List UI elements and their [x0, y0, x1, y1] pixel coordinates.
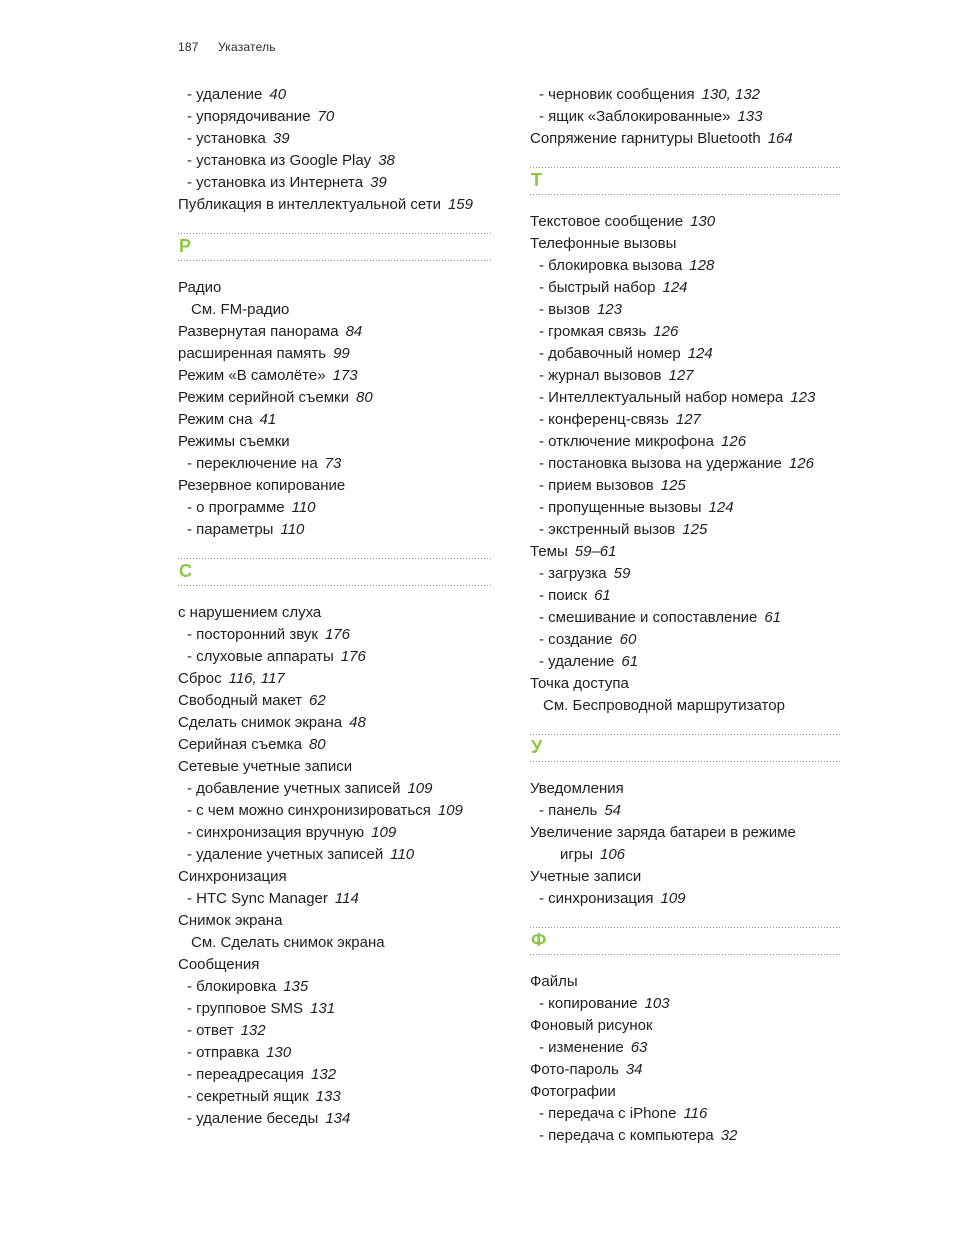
- entry-text: - ящик «Заблокированные»: [539, 108, 731, 125]
- index-entry: [530, 255, 842, 277]
- index-entry: [178, 172, 492, 194]
- index-entry: [178, 365, 492, 387]
- section-letter: У: [531, 737, 543, 757]
- index-entry: [530, 971, 842, 993]
- entry-page-number: 176: [340, 648, 366, 665]
- entry-text: Сделать снимок экрана: [178, 714, 343, 731]
- entry-text: - передача с компьютера: [539, 1127, 714, 1144]
- entry-page-number: 48: [349, 714, 366, 731]
- index-entry: [530, 1125, 842, 1147]
- index-entry: [530, 800, 842, 822]
- index-entry: [178, 299, 492, 321]
- entry-text: Сброс: [178, 670, 222, 687]
- index-entry: [178, 910, 492, 932]
- entry-text: Учетные записи: [530, 868, 642, 885]
- entry-text: игры: [560, 846, 593, 863]
- entry-text: - прием вызовов: [539, 477, 654, 494]
- index-entry: [178, 128, 492, 150]
- index-column-2: [530, 84, 842, 1147]
- dotted-rule: [178, 260, 492, 261]
- index-entry: [530, 563, 842, 585]
- index-entry: [178, 778, 492, 800]
- index-entry: [178, 387, 492, 409]
- entry-text: - удаление: [539, 653, 615, 670]
- index-entry: [530, 993, 842, 1015]
- section-header: [178, 558, 492, 586]
- index-entry: [178, 343, 492, 365]
- entry-text: - упорядочивание: [187, 108, 311, 125]
- entry-text: - посторонний звук: [187, 626, 318, 643]
- entry-page-number: 110: [291, 499, 316, 516]
- index-entry: [530, 844, 842, 866]
- index-entry: [530, 365, 842, 387]
- index-entry: [178, 475, 492, 497]
- index-entry: [178, 888, 492, 910]
- entry-text: - установка: [187, 130, 266, 147]
- entry-page-number: 132: [240, 1022, 266, 1039]
- index-entry: [530, 585, 842, 607]
- entry-text: Публикация в интеллектуальной сети: [178, 196, 441, 213]
- index-entry: [178, 497, 492, 519]
- entry-text: - HTC Sync Manager: [187, 890, 328, 907]
- index-entry: [530, 106, 842, 128]
- entry-text: - передача с iPhone: [539, 1105, 677, 1122]
- entry-text: - блокировка: [187, 978, 277, 995]
- page-number: 187: [178, 40, 199, 54]
- entry-page-number: 126: [653, 323, 679, 340]
- entry-page-number: 127: [675, 411, 701, 428]
- index-entry: [530, 1103, 842, 1125]
- entry-text: Фоновый рисунок: [530, 1017, 653, 1034]
- entry-text: - экстренный вызов: [539, 521, 676, 538]
- entry-page-number: 128: [689, 257, 715, 274]
- section-letter: Т: [531, 170, 542, 190]
- index-entry: [530, 1059, 842, 1081]
- entry-page-number: 40: [269, 86, 287, 103]
- entry-text: Режимы съемки: [178, 433, 290, 450]
- index-entry: [178, 1042, 492, 1064]
- index-entry: [530, 866, 842, 888]
- entry-page-number: 60: [619, 631, 637, 648]
- entry-page-number: 61: [621, 653, 639, 670]
- entry-text: - слуховые аппараты: [187, 648, 334, 665]
- index-entry: [530, 431, 842, 453]
- entry-page-number: 116: [683, 1105, 708, 1122]
- entry-text: Уведомления: [530, 780, 624, 797]
- entry-page-number: 124: [687, 345, 713, 362]
- entry-page-number: 123: [596, 301, 622, 318]
- entry-text: Серийная съемка: [178, 736, 302, 753]
- entry-page-number: 106: [599, 846, 626, 863]
- entry-text: Телефонные вызовы: [530, 235, 677, 252]
- index-entry: [530, 343, 842, 365]
- entry-page-number: 126: [721, 433, 747, 450]
- entry-text: Файлы: [530, 973, 578, 990]
- entry-page-number: 176: [324, 626, 350, 643]
- entry-text: - черновик сообщения: [539, 86, 695, 103]
- entry-page-number: 39: [370, 174, 387, 191]
- entry-text: - о программе: [187, 499, 285, 516]
- index-entry: [530, 541, 842, 563]
- entry-page-number: 134: [325, 1110, 351, 1127]
- entry-text: - синхронизация: [539, 890, 654, 907]
- index-entry: [178, 321, 492, 343]
- entry-text: с нарушением слуха: [178, 604, 322, 621]
- entry-text: Текстовое сообщение: [530, 213, 684, 230]
- entry-page-number: 123: [790, 389, 816, 406]
- section-letter: Р: [179, 236, 192, 256]
- entry-page-number: 133: [737, 108, 763, 125]
- entry-page-number: 38: [378, 152, 395, 169]
- entry-page-number: 173: [332, 367, 358, 384]
- index-column-1: [178, 84, 492, 1147]
- page-title: Указатель: [218, 40, 276, 54]
- entry-text: - отключение микрофона: [539, 433, 715, 450]
- index-entry: [178, 976, 492, 998]
- entry-text: - групповое SMS: [187, 1000, 304, 1017]
- index-entry: [530, 651, 842, 673]
- index-entry: [178, 712, 492, 734]
- entry-page-number: 59–61: [574, 543, 617, 560]
- index-entry: [530, 211, 842, 233]
- entry-page-number: 130, 132: [701, 86, 761, 103]
- index-entry: [178, 932, 492, 954]
- entry-page-number: 61: [594, 587, 611, 604]
- entry-text: См. Сделать снимок экрана: [191, 934, 385, 951]
- index-entry: [530, 822, 842, 844]
- index-entry: [178, 690, 492, 712]
- entry-text: - поиск: [539, 587, 588, 604]
- entry-text: - добавление учетных записей: [187, 780, 401, 797]
- entry-text: Режим «В самолёте»: [178, 367, 326, 384]
- index-columns: [178, 84, 842, 1147]
- index-entry: [178, 84, 492, 106]
- entry-text: Сопряжение гарнитуры Bluetooth: [530, 130, 761, 147]
- dotted-rule: [530, 954, 842, 955]
- index-entry: [530, 321, 842, 343]
- index-entry: [530, 607, 842, 629]
- entry-text: - с чем можно синхронизироваться: [187, 802, 431, 819]
- entry-page-number: 131: [310, 1000, 336, 1017]
- entry-page-number: 116, 117: [228, 670, 285, 687]
- entry-text: - установка из Google Play: [187, 152, 372, 169]
- entry-text: Темы: [530, 543, 568, 560]
- entry-text: Синхронизация: [178, 868, 287, 885]
- entry-text: - синхронизация вручную: [187, 824, 365, 841]
- entry-page-number: 63: [630, 1039, 648, 1056]
- entry-text: Сообщения: [178, 956, 260, 973]
- index-entry: [530, 1037, 842, 1059]
- entry-text: - изменение: [539, 1039, 624, 1056]
- entry-page-number: 80: [356, 389, 373, 406]
- index-entry: [178, 624, 492, 646]
- entry-text: - постановка вызова на удержание: [539, 455, 782, 472]
- entry-page-number: 124: [662, 279, 688, 296]
- entry-text: - панель: [539, 802, 598, 819]
- index-entry: [530, 233, 842, 255]
- index-entry: [178, 453, 492, 475]
- dotted-rule: [530, 761, 842, 762]
- entry-text: Увеличение заряда батареи в режиме: [530, 824, 796, 841]
- index-entry: [530, 519, 842, 541]
- entry-text: - добавочный номер: [539, 345, 681, 362]
- entry-page-number: 130: [690, 213, 716, 230]
- entry-text: - быстрый набор: [539, 279, 656, 296]
- entry-text: - параметры: [187, 521, 274, 538]
- entry-page-number: 124: [708, 499, 734, 516]
- entry-text: - удаление беседы: [187, 1110, 319, 1127]
- entry-text: - удаление: [187, 86, 263, 103]
- entry-page-number: 133: [315, 1088, 341, 1105]
- entry-text: Снимок экрана: [178, 912, 283, 929]
- entry-text: - журнал вызовов: [539, 367, 662, 384]
- page-header: [178, 40, 276, 54]
- index-entry: [178, 866, 492, 888]
- section-header: [178, 233, 492, 261]
- index-entry: [530, 453, 842, 475]
- entry-page-number: 109: [437, 802, 463, 819]
- entry-text: - секретный ящик: [187, 1088, 309, 1105]
- index-entry: [178, 409, 492, 431]
- entry-page-number: 125: [682, 521, 708, 538]
- index-entry: [178, 734, 492, 756]
- entry-text: - переадресация: [187, 1066, 305, 1083]
- entry-text: - пропущенные вызовы: [539, 499, 702, 516]
- entry-page-number: 164: [767, 130, 793, 147]
- index-entry: [530, 84, 842, 106]
- entry-text: - смешивание и сопоставление: [539, 609, 758, 626]
- index-entry: [530, 1015, 842, 1037]
- section-header: [530, 734, 842, 762]
- entry-page-number: 130: [266, 1044, 292, 1061]
- index-entry: [178, 800, 492, 822]
- entry-page-number: 61: [764, 609, 782, 626]
- entry-text: - конференц-связь: [539, 411, 669, 428]
- entry-text: - Интеллектуальный набор номера: [539, 389, 784, 406]
- entry-page-number: 109: [371, 824, 397, 841]
- index-entry: [530, 409, 842, 431]
- index-entry: [178, 1020, 492, 1042]
- index-entry: [178, 646, 492, 668]
- entry-page-number: 80: [308, 736, 326, 753]
- entry-page-number: 126: [788, 455, 814, 472]
- index-entry: [178, 1086, 492, 1108]
- index-entry: [178, 519, 492, 541]
- index-entry: [178, 822, 492, 844]
- entry-text: Свободный макет: [178, 692, 303, 709]
- index-entry: [178, 106, 492, 128]
- entry-page-number: 32: [720, 1127, 738, 1144]
- entry-page-number: 99: [333, 345, 350, 362]
- entry-text: Режим серийной съемки: [178, 389, 349, 406]
- entry-page-number: 159: [447, 196, 473, 213]
- index-entry: [178, 150, 492, 172]
- dotted-rule: [178, 585, 492, 586]
- entry-text: - копирование: [539, 995, 638, 1012]
- entry-text: Режим сна: [178, 411, 253, 428]
- index-entry: [530, 497, 842, 519]
- entry-page-number: 125: [660, 477, 686, 494]
- index-entry: [530, 299, 842, 321]
- entry-page-number: 132: [311, 1066, 337, 1083]
- entry-page-number: 110: [280, 521, 305, 538]
- entry-text: Радио: [178, 279, 222, 296]
- entry-page-number: 103: [644, 995, 670, 1012]
- index-entry: [530, 387, 842, 409]
- entry-page-number: 70: [317, 108, 335, 125]
- entry-text: - создание: [539, 631, 613, 648]
- entry-text: - отправка: [187, 1044, 260, 1061]
- entry-page-number: 59: [613, 565, 631, 582]
- index-entry: [178, 431, 492, 453]
- entry-text: См. FM-радио: [191, 301, 290, 318]
- entry-page-number: 109: [660, 890, 686, 907]
- entry-text: - переключение на: [187, 455, 318, 472]
- index-entry: [178, 194, 492, 216]
- entry-text: - вызов: [539, 301, 590, 318]
- index-entry: [178, 998, 492, 1020]
- entry-page-number: 54: [604, 802, 622, 819]
- index-entry: [530, 695, 842, 717]
- entry-text: - установка из Интернета: [187, 174, 364, 191]
- index-entry: [178, 1108, 492, 1130]
- entry-page-number: 109: [407, 780, 433, 797]
- entry-text: Развернутая панорама: [178, 323, 339, 340]
- section-header: [530, 927, 842, 955]
- index-entry: [530, 1081, 842, 1103]
- index-entry: [178, 602, 492, 624]
- entry-page-number: 114: [334, 890, 359, 907]
- entry-text: Фото-пароль: [530, 1061, 619, 1078]
- index-entry: [530, 128, 842, 150]
- index-entry: [178, 756, 492, 778]
- entry-page-number: 135: [283, 978, 309, 995]
- index-entry: [178, 844, 492, 866]
- index-entry: [178, 1064, 492, 1086]
- index-entry: [530, 629, 842, 651]
- entry-page-number: 110: [390, 846, 415, 863]
- entry-page-number: 41: [259, 411, 277, 428]
- index-entry: [530, 475, 842, 497]
- index-entry: [530, 277, 842, 299]
- section-letter: С: [179, 561, 192, 581]
- index-entry: [530, 778, 842, 800]
- entry-text: - громкая связь: [539, 323, 647, 340]
- entry-page-number: 62: [309, 692, 326, 709]
- entry-page-number: 84: [345, 323, 363, 340]
- dotted-rule: [530, 194, 842, 195]
- entry-text: - удаление учетных записей: [187, 846, 384, 863]
- entry-text: См. Беспроводной маршрутизатор: [543, 697, 785, 714]
- index-entry: [178, 668, 492, 690]
- index-entry: [178, 277, 492, 299]
- entry-text: - загрузка: [539, 565, 607, 582]
- index-entry: [530, 673, 842, 695]
- index-entry: [530, 888, 842, 910]
- entry-text: Резервное копирование: [178, 477, 346, 494]
- entry-page-number: 73: [324, 455, 342, 472]
- entry-page-number: 39: [272, 130, 290, 147]
- index-entry: [178, 954, 492, 976]
- entry-page-number: 34: [625, 1061, 643, 1078]
- entry-text: Сетевые учетные записи: [178, 758, 353, 775]
- entry-text: расширенная память: [178, 345, 327, 362]
- entry-text: - ответ: [187, 1022, 234, 1039]
- entry-text: - блокировка вызова: [539, 257, 683, 274]
- entry-text: Фотографии: [530, 1083, 616, 1100]
- entry-text: Точка доступа: [530, 675, 629, 692]
- section-letter: Ф: [531, 930, 547, 950]
- section-header: [530, 167, 842, 195]
- entry-page-number: 127: [668, 367, 694, 384]
